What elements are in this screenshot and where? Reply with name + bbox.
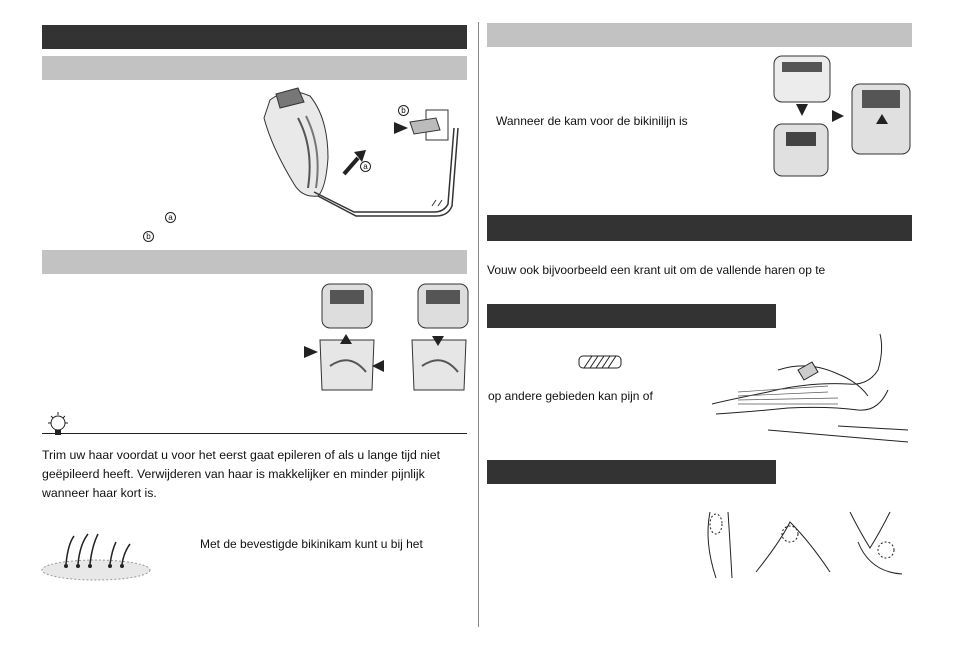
bikini-comb-note: Met de bevestigde bikinikam kunt u bij het [200,537,423,551]
tip-divider [42,433,467,434]
head-attachment-illustration [300,282,468,392]
newspaper-note: Vouw ook bijvoorbeeld een krant uit om de vallende haren op te [487,263,826,277]
body-areas-illustration [690,512,912,580]
right-subsection-header-bar-2 [487,460,776,484]
tip-text: Trim uw haar voordat u voor het eerst gaat epileren of als u lange tijd niet geëpileerd heeft. Verwijderen van haar is makkelijker en minder pijnlijk wanneer haar kort is. [42,448,441,500]
left-subsection-header-bar-2 [42,250,467,274]
comb-attach-note: Wanneer de kam voor de bikinilijn is [496,114,688,128]
right-section-header-bar-2 [487,215,912,241]
callout-a-marker-text: a [165,212,176,223]
hair-trimming-illustration [40,530,160,582]
epilator-charging-illustration [258,88,468,228]
callout-b-marker-figure: b [398,105,409,116]
left-subsection-header-bar-1 [42,56,467,80]
column-divider [478,22,479,627]
right-section-header-bar-1 [487,23,912,47]
bikini-comb-attachment-illustration [768,54,916,182]
other-areas-note: op andere gebieden kan pijn of [488,389,653,403]
callout-a-marker-figure: a [360,161,371,172]
leg-epilation-illustration [708,330,912,446]
left-section-header-bar [42,25,467,49]
hatched-area-symbol [578,355,622,369]
right-subsection-header-bar-1 [487,304,776,328]
callout-b-marker-text: b [143,231,154,242]
